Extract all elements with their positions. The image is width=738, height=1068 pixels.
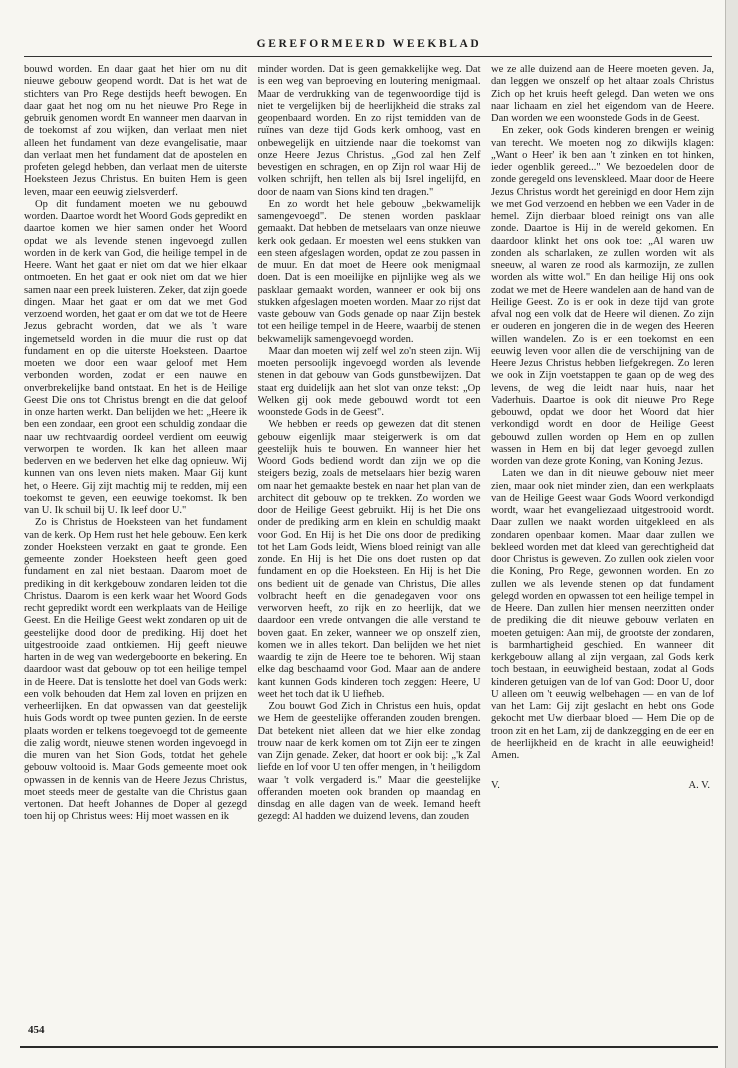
paragraph: En zeker, ook Gods kinderen brengen er weinig van terecht. We moeten nog zo dikwijls klagen: „Want o Heer' ik ben aan 't zinken en tot hinken, ieder ogenblik gereed..." We bezoedelen door de zonde geregeld ons levenskleed. Maar door de Heere Jezus Christus wordt het gereinigd en door Hem zijn we met God verzoend en hebben we een Vader in de hemel. Zijn dierbaar bloed reinigt ons van alle zonde. Daartoe is Hij in de wereld gekomen. En daardoor klinkt het ons ook toe: „Al waren uw zonden als scharlaken, ze zullen worden wit als sneeuw, al waren ze rood als karmozijn, ze zullen worden als witte wol." En dan heilige Hij ons ook zodat we met de Heere wandelen aan de hand van de Heilige Geest. Zo is er ook in deze tijd van grote afval nog een volk dat de Heere wil dienen. Zo zijn er ouderen en jongeren die in de wegen des Heeren willen wandelen. Zo is er een toekomst en een eeuwig leven voor allen die de verschijning van de Heere Jezus Christus hebben liefgekregen. Zo leren we ook in Zijn voetstappen te gaan op de weg des levens, de weg die leidt naar huis, naar het Vaderhuis. Daartoe is ook dit nieuwe Pro Rege gebouwd, opdat we door het Woord dat hier verkondigd wordt en door de Heilige Geest gebouwd zullen worden op Hem en op zullen wassen in Hem en bij dat leger gevoegd zullen worden van deze grote Koning, van Koning Jezus. xyxy=(491,125,714,467)
signature-initial-left: V. xyxy=(491,780,500,792)
paragraph: Laten we dan in dit nieuwe gebouw niet meer zien, maar ook niet minder zien, dan een werkplaats van de Heilige Geest waar Gods Woord verkondigd wordt, waar het evangeliezaad uitgestrooid wordt. Daar zullen we naakt worden uitgekleed en als zondaren openbaar komen. Maar daar zullen we bekleed worden met dat kleed van gerechtigheid dat door Christus is geweven. Zo zullen ook zielen voor die Koning, Pro Rege, gewonnen worden. En zo zullen we als levende stenen op dat fundament gelegd worden en opwassen tot een heilige tempel in de Heere. Dan zullen hier mensen neerzitten onder de prediking die dit nieuwe gebouw verlaten en moeten getuigen: Aan mij, de grootste der zondaren, is barmhartigheid geschied. En wanneer dit kerkgebouw allang al zijn vergaan, zal Gods kerk toch bestaan, in eeuwigheid bestaan, zodat al Gods kinderen getuigen van de lof van God: Door U, door U alleen om 't eeuwig welbehagen — en van de lof van het Lam: Gij zijt geslacht en hebt ons Gode gekocht met Uw dierbaar bloed — Hem Die op de troon zit en het Lam, zij de dankzegging en de eer en de heerlijkheid en de kracht in alle eeuwigheid! Amen. xyxy=(491,468,714,761)
paragraph: we ze alle duizend aan de Heere moeten geven. Ja, dan leggen we onszelf op het altaar zoals Christus Zich op het kruis heeft gelegd. Dan weten we ons naar lichaam en ziel het eigendom van de Heere. Dan worden we een woonstede Gods in de Geest. xyxy=(491,64,714,124)
signature-line xyxy=(491,780,714,792)
running-header: GEREFORMEERD WEEKBLAD xyxy=(256,38,482,50)
paragraph: Maar dan moeten wij zelf wel zo'n steen zijn. Wij moeten persoolijk ingevoegd worden als levende stenen in dat gebouw van Gods gunstbewijzen. Dat staat erg duidelijk aan het slot van onze tekst: „Op Welken gij ook mede gebouwd wordt tot een woonstede Gods in de Geest". xyxy=(257,345,481,418)
paragraph: En zo wordt het hele gebouw „bekwamelijk samengevoegd". De stenen worden pasklaar gemaakt. Dat hebben de metselaars van onze nieuwe kerk ook gedaan. Er moesten wel eens stukken van een steen afgeslagen worden, opdat ze zou passen in de muur. En dat moet de Heere ook menigmaal doen. Dat is een moeilijke en pijnlijke weg als we pasklaar gemaakt worden, wanneer er ook bij ons stukken afgeslagen moeten worden. Maar zo rijst dat vaste gebouw van Gods genade op naar Zijn bestek tot een heilige tempel in de Heere, waarbij de stenen bekwamelijk samengevoegd worden. xyxy=(257,198,481,345)
column-2 xyxy=(258,64,481,1022)
paragraph: Zo is Christus de Hoeksteen van het fundament van de kerk. Op Hem rust het hele gebouw. Een kerk zonder Hoeksteen verzakt en gaat te gronde. Een gemeente zonder Hoeksteen heeft geen goed fundament en zal niet bestaan. Daarom moet de prediking in dit kerkgebouw zondaren leiden tot die Christus. Daarom is een kerk waar het Woord Gods recht gepredikt wordt een werkplaats van de Heilige Geest. En die Heilige Geest wekt zondaren op uit de geestelijke dood door de prediking. Hij doet het uitgestrooide zaad ontkiemen. Hij geeft nieuwe harten in de weg van wedergeboorte en bekering. En daardoor wast dat gebouw op tot een heilige tempel in de Heere. Dat is tenslotte het doel van Gods werk: een volk behouden dat Hem zal loven en prijzen en verheerlijken. En dat opwassen van dat geestelijk huis Gods wordt op twee punten gezien. In de eerste plaats worden er telkens toegevoegd tot de gemeente die zalig wordt, nieuwe stenen worden ingevoegd in die muren van het Sion Gods, totdat het gehele gebouw voltooid is. Maar Gods gemeente moet ook opwassen in de kennis van de Heere Jezus Christus, moet steeds meer de gestalte van die Christus gaan vertonen. Dat heeft Johannes de Doper al gezegd toen hij op Christus wees: Hij moet wassen en ik xyxy=(24,517,247,823)
paragraph: bouwd worden. En daar gaat het hier om nu dit nieuwe gebouw geopend wordt. Dat is het wat de stichters van Pro Rege destijds heeft bewogen. En daar gaat het nog om nu het nieuwe Pro Rege in gebruik genomen wordt En wanneer men daarvan in de toekomst af zou wijken, dan verlaat men niet alleen het fundament van deze evangelisatie, maar dan verlaat men het fundament dat de apostelen en profeten gelegd hebben, dan verlaat men de uiterste Hoeksteen Jezus Christus. En buiten Hem is geen leven, maar een eeuwig zielsverderf. xyxy=(24,64,247,198)
column-3 xyxy=(491,64,714,1022)
article-body xyxy=(24,64,714,1022)
header-rule xyxy=(24,56,712,57)
page-number: 454 xyxy=(28,1024,45,1036)
scan-page-edge xyxy=(725,0,738,1068)
paragraph: Op dit fundament moeten we nu gebouwd worden. Daartoe wordt het Woord Gods gepredikt en daartoe komen we hier samen onder het Woord opdat we als levende stenen ingevoegd zullen worden in de kerk van God, die heilige tempel in de Heere. Want het gaat er niet om dat we hier elkaar ontmoeten. En het gaat er ook niet om dat we hier samen naar een preek luisteren. Zeker, dat zijn goede dingen. Maar het gaat er om dat we met God verzoend worden, het gaat er om dat we tot de Heere Jezus gebracht worden, dat we als 't ware ingemetseld worden in die muur die rust op dat fundament en op die uiterste Hoeksteen. Daartoe moeten we door een waar geloof met Hem verbonden worden, zodat er een nauwe en onverbrekelijke band ontstaat. En het is de Heilige Geest Die ons tot Christus brengt en die dat geloof in onze harten werkt. Dan belijden we het: „Heere ik ben een zondaar, een groot een schuldig zondaar die naar uw rechtvaardig oordeel verdient om eeuwig verworpen te worden. Ik kan het alleen maar bederven en we bederven het elke dag opnieuw. Wij kunnen van ons leven niets maken. Maar Gij kunt het, o Heere. Gij zijt machtig mij te redden, mij een toekomst te geven, een eeuwige toekomst. Ik ben van U. Ik schuil bij U. Ik leef door U." xyxy=(24,198,247,516)
paragraph: We hebben er reeds op gewezen dat dit stenen gebouw eigenlijk maar steigerwerk is om dat geestelijk huis te bouwen. En wanneer hier het Woord Gods bediend wordt dan zijn we op die steigers bezig, zoals de metselaars hier bezig waren om naar het gemaakte bestek en naar het plan van de architect dit gebouw op te trekken. Zo worden we door de Heilige Geest gebruikt. Hij is het Die ons onder de prediking arm en klein en schuldig maakt voor God. En Hij is het Die ons door de prediking tot het Lam Gods leidt, Wiens bloed reinigt van alle zonde. En Hij is het Die ons doet rusten op dat fundament en op die Hoeksteen. En Hij is het Die ons bedient uit de genade van Christus, Die alles volbracht heeft en die genadegaven voor ons verworven heeft, zo rijk en zo heerlijk, dat we daardoor een vrede ontvangen die alle verstand te boven gaat. En zeker, wanneer we op onszelf zien, komen we in alles tekort. Dan belijden we het niet waardig te zijn de Heere toe te behoren. Wij staan elke dag beschaamd voor God. Maar aan de andere kant kunnen Gods kinderen toch zeggen: Heere, U weet het toch dat ik U liefheb. xyxy=(257,419,481,700)
bottom-rule xyxy=(20,1046,718,1048)
paragraph: minder worden. Dat is geen gemakkelijke weg. Dat is een weg van beproeving en loutering menigmaal. Maar de verdrukking van de tegenwoordige tijd is niet te vergelijken bij de heerlijkheid die straks zal geopenbaard worden. En zo rijst temidden van de ruïnes van deze tijd Gods kerk omhoog, vast en onbewegelijk en uitziende naar die toekomst van onze Heere Jezus Christus. „God zal hen Zelf bevestigen en schragen, en op Zijn rol waar Hij de volken schrijft, hen tellen als bij Isrel ingelijfd, en door de naam van Sions kind ten dragen." xyxy=(257,64,481,198)
column-1 xyxy=(24,64,247,1022)
paragraph: Zou bouwt God Zich in Christus een huis, opdat we Hem de geestelijke offeranden zouden brengen. Dat betekent niet alleen dat we hier elke zondag trouw naar de kerk komen om tot Zijn eer te zingen van Zijn genade. Zeker, dat hoort er ook bij: „'k Zal liefde en lof voor U ten offer mengen, in 't heiligdom waar 't volk vergaderd is." Maar die geestelijke offeranden moeten ook branden op maandag en dinsdag en alle dagen van de week. Iemand heeft gezegd: Al hadden we duizend levens, dan zouden xyxy=(257,701,481,823)
author-signature: A. V. xyxy=(688,780,710,792)
